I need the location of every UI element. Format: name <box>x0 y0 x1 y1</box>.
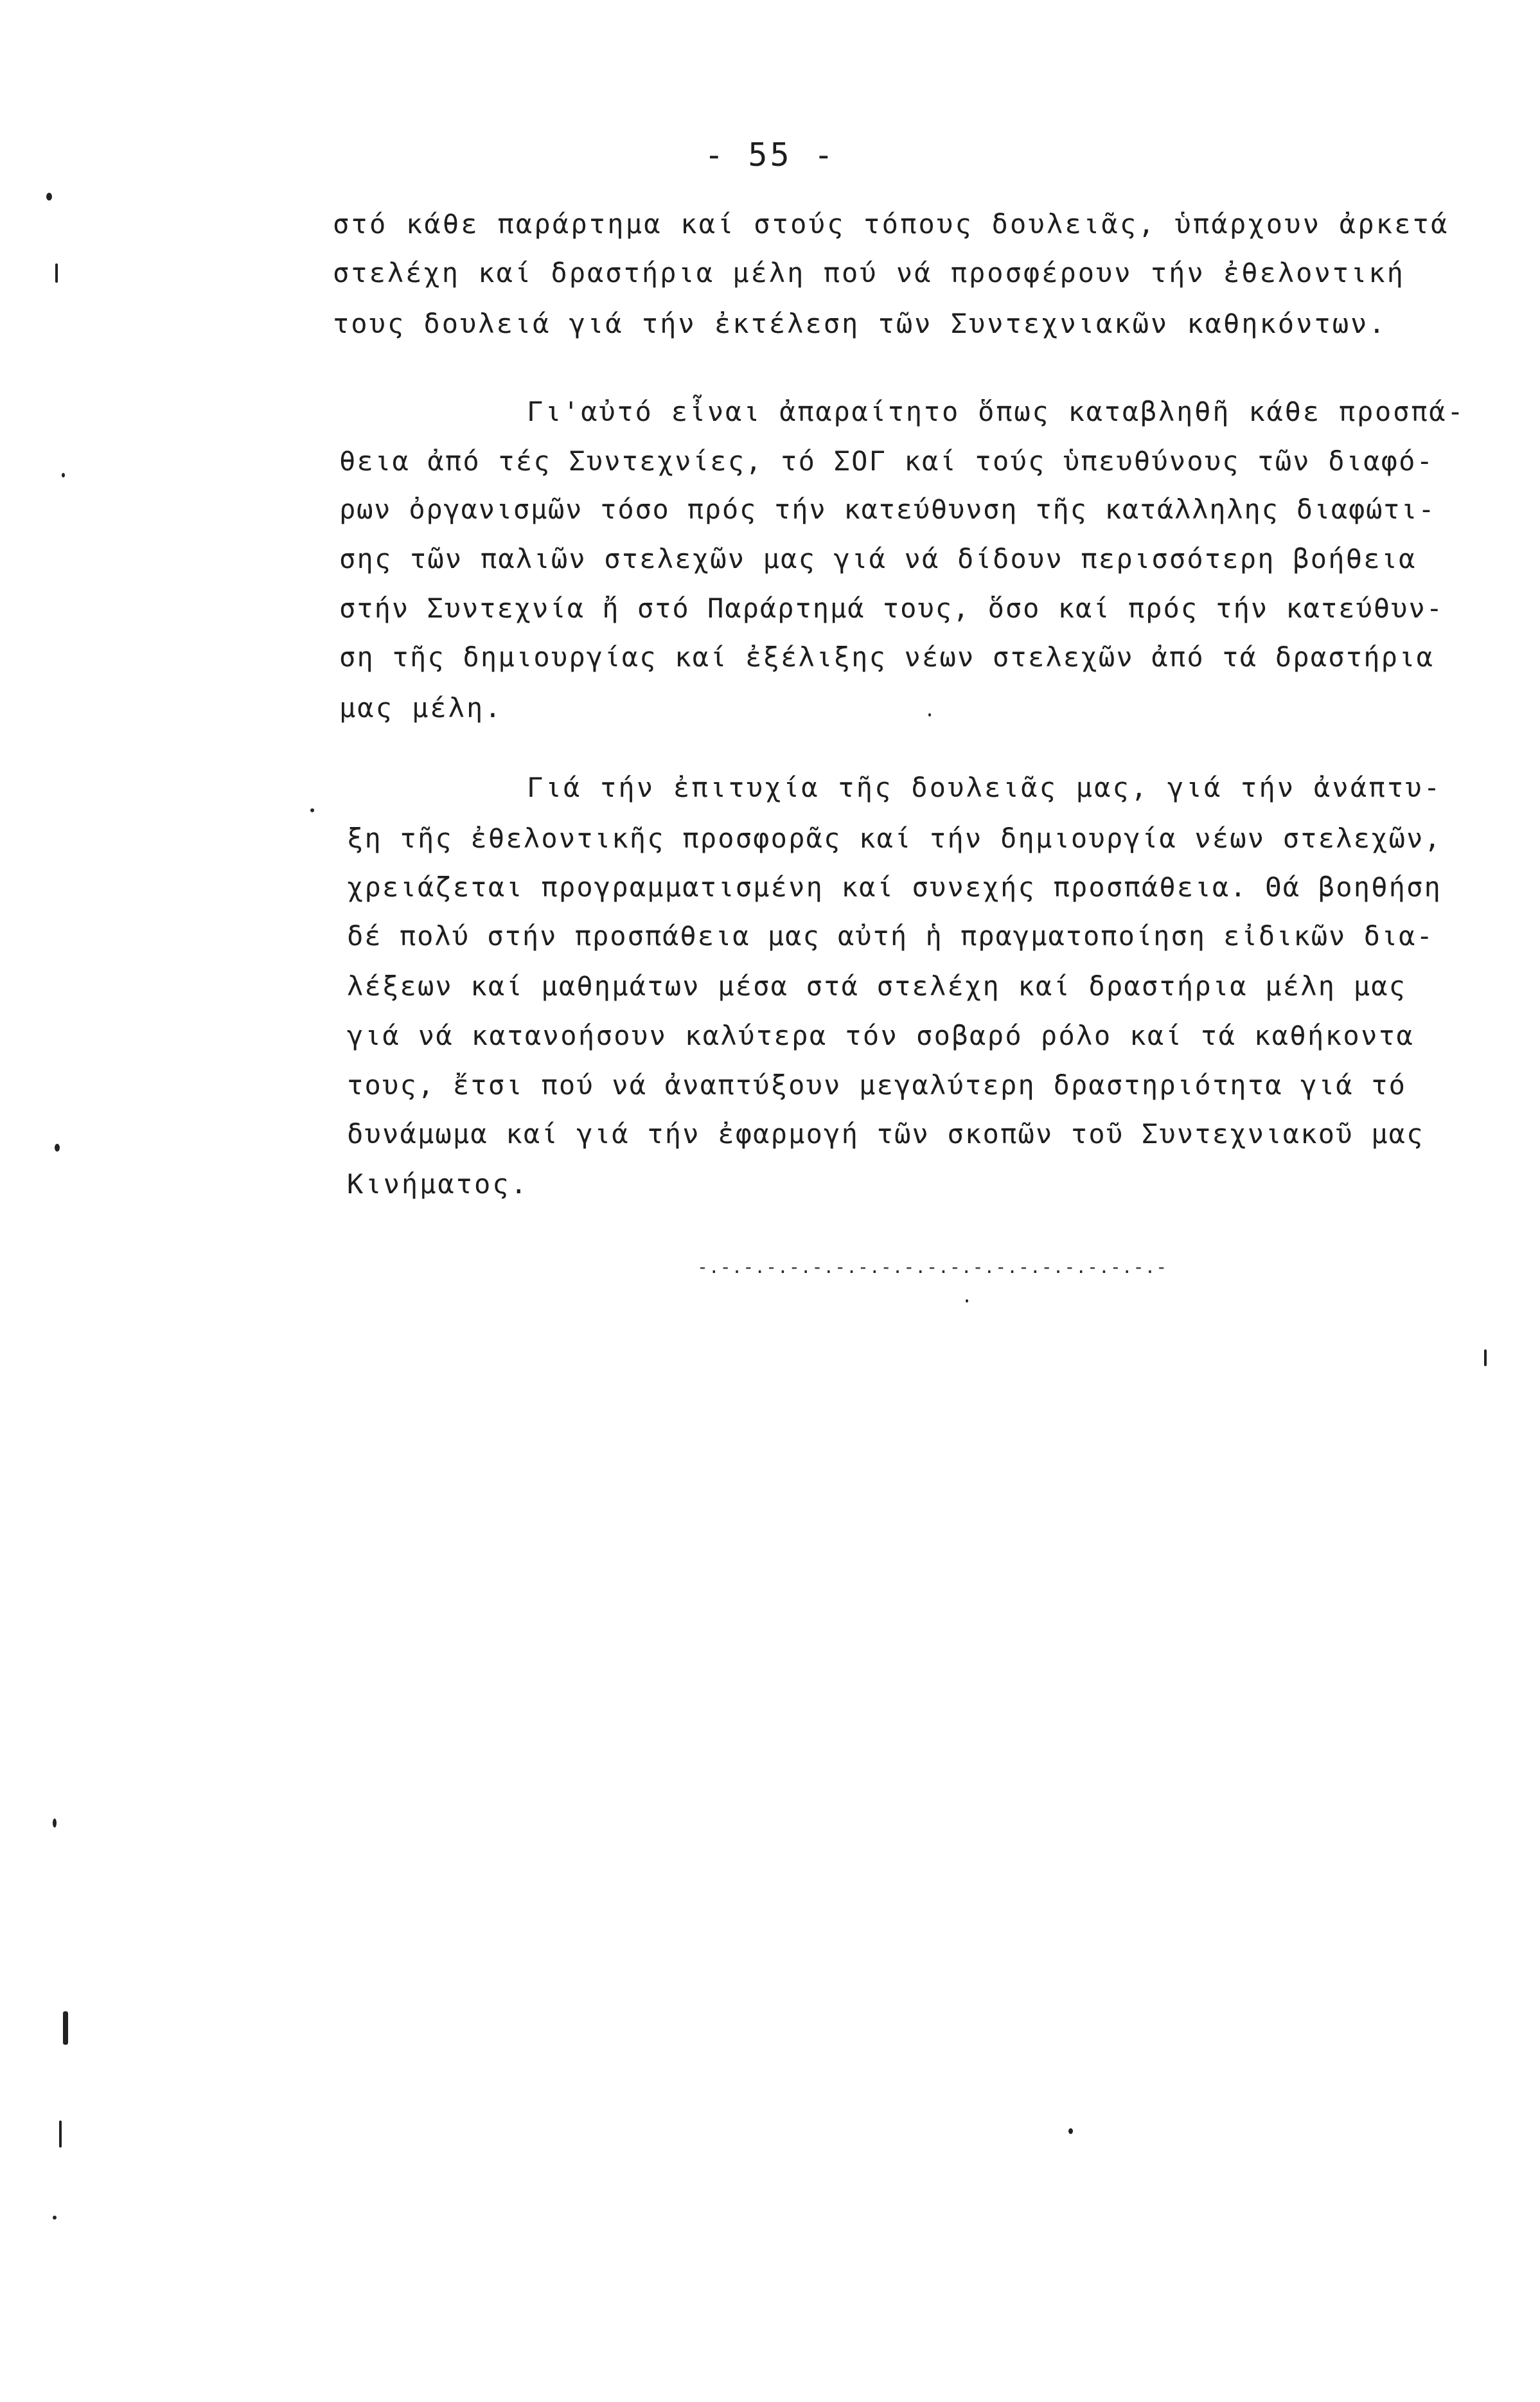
text-line: γιά νά κατανοήσουν καλύτερα τόν σοβαρό ρόλο καί τά καθήκοντα <box>347 1020 1415 1051</box>
text-line: δέ πολύ στήν προσπάθεια μας αὐτή ἡ πραγματοποίηση εἰδικῶν δια- <box>347 920 1434 952</box>
text-line: δυνάμωμα καί γιά τήν ἐφαρμογή τῶν σκοπῶν τοῦ Συντεχνιακοῦ μας <box>347 1118 1424 1150</box>
scan-speck <box>55 1144 60 1152</box>
text-line: Γιά τήν ἐπιτυχία τῆς δουλειᾶς μας, γιά τήν ἀνάπτυ- <box>527 772 1442 803</box>
scan-speck <box>310 808 314 812</box>
text-line: ρων ὀργανισμῶν τόσο πρός τήν κατεύθυνση τῆς κατάλληλης διαφώτι- <box>339 494 1436 525</box>
scan-speck <box>53 1819 57 1828</box>
scan-speck <box>62 473 65 477</box>
end-ornament: -.-.-.-.-.-.-.-.-.-.-.-.-.-.-.-.-.-.-.-.- <box>697 1256 1168 1277</box>
scan-speck <box>55 263 58 283</box>
scan-speck <box>59 2121 62 2148</box>
text-line: χρειάζεται προγραμματισμένη καί συνεχής προσπάθεια. Θά βοηθήση <box>347 871 1442 903</box>
text-line: θεια ἀπό τές Συντεχνίες, τό ΣΟΓ καί τούς ὑπευθύνους τῶν διαφό- <box>339 445 1435 477</box>
text-line: ξη τῆς ἐθελοντικῆς προσφορᾶς καί τήν δημιουργία νέων στελεχῶν, <box>347 823 1442 854</box>
scan-speck <box>46 193 52 200</box>
scan-speck <box>1068 2128 1073 2134</box>
scan-speck <box>928 713 931 716</box>
text-line: τους δουλειά γιά τήν ἐκτέλεση τῶν Συντεχνιακῶν καθηκόντων. <box>333 308 1387 339</box>
scan-speck <box>63 2011 68 2045</box>
scan-speck <box>1484 1349 1487 1366</box>
scan-speck <box>966 1299 968 1303</box>
text-line: σης τῶν παλιῶν στελεχῶν μας γιά νά δίδουν περισσότερη βοήθεια <box>339 543 1417 574</box>
text-line: Κινήματος. <box>347 1168 529 1200</box>
text-line: Γι'αὐτό εἶναι ἀπαραίτητο ὅπως καταβληθῆ κάθε προσπά- <box>527 396 1465 427</box>
text-line: στελέχη καί δραστήρια μέλη πού νά προσφέρουν τήν ἐθελοντική <box>333 257 1405 289</box>
text-line: τους, ἔτσι πού νά ἀναπτύξουν μεγαλύτερη δραστηριότητα γιά τό <box>347 1069 1407 1101</box>
text-line: ση τῆς δημιουργίας καί ἐξέλιξης νέων στελεχῶν ἀπό τά δραστήρια <box>339 641 1435 673</box>
text-line: λέξεων καί μαθημάτων μέσα στά στελέχη καί δραστήρια μέλη μας <box>347 970 1407 1002</box>
text-line: στήν Συντεχνία ἤ στό Παράρτημά τους, ὅσο καί πρός τήν κατεύθυν- <box>339 592 1444 624</box>
text-line: στό κάθε παράρτημα καί στούς τόπους δουλειᾶς, ὑπάρχουν ἀρκετά <box>333 208 1449 240</box>
text-line: μας μέλη. <box>339 692 503 724</box>
page-number: - 55 - <box>704 136 836 173</box>
scan-speck <box>53 2216 57 2220</box>
